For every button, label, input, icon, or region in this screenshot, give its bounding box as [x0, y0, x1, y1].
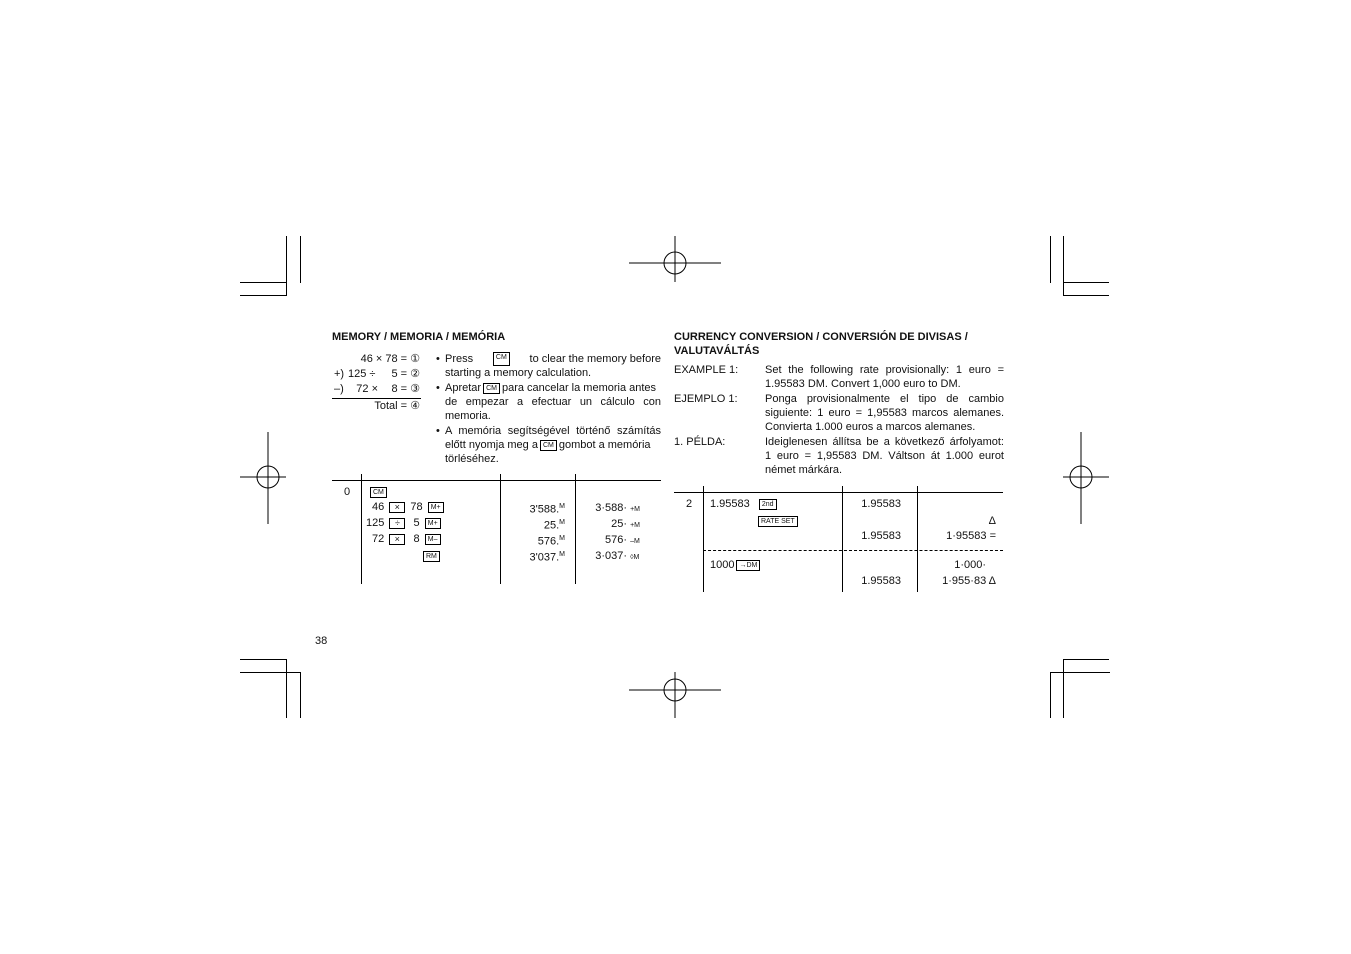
print-value: 25· +M	[611, 518, 640, 530]
display-value: 1.95583	[861, 575, 901, 587]
bullet-3-line-2	[445, 438, 661, 452]
bullet-dot: •	[436, 382, 440, 394]
example-text: 1.95583 DM. Convert 1,000 euro to DM.	[765, 378, 961, 390]
multiply-key-icon: ×	[389, 502, 405, 513]
key-number: 8	[413, 533, 420, 545]
memory-heading: MEMORY / MEMORIA / MEMÓRIA	[332, 331, 506, 343]
currency-heading: CURRENCY CONVERSION / CONVERSIÓN DE DIVISAS /	[674, 331, 968, 343]
equation-line-2-rest: 5 = ②	[391, 368, 420, 380]
bullet-text: para cancelar la memoria antes	[501, 382, 657, 394]
key-row-3	[372, 532, 443, 546]
registration-mark-bottom	[629, 672, 721, 718]
rm-key-icon: RM	[423, 551, 440, 562]
key-number: 1.95583	[710, 498, 750, 510]
bullet-2-line-3: memoria.	[445, 410, 491, 422]
display-value: 576.$^M$	[537, 535, 565, 548]
key-row-convert	[710, 558, 762, 572]
bullet-1-line-2: starting a memory calculation.	[445, 367, 592, 379]
key-row-rate-set	[756, 514, 800, 528]
example-text: Convierta 1.000 euros a marcos alemanes.	[765, 421, 976, 433]
m-plus-key-icon: M+	[425, 518, 441, 529]
bullet-3-line-3: törléséhez.	[445, 453, 499, 465]
cm-key-icon: CM	[540, 440, 557, 451]
registration-mark-left	[240, 432, 286, 524]
table-divider	[703, 550, 1003, 551]
cm-key-icon: CM	[493, 352, 510, 366]
example-text: siguiente: 1 euro = 1,95583 marcos alemanes.	[765, 407, 1004, 419]
display-value: 3'588.$^M$	[529, 503, 565, 516]
print-value: 1·95583 =	[946, 530, 996, 542]
multiply-key-icon: ×	[389, 534, 405, 545]
key-number: 78	[410, 501, 423, 513]
equation-line-2-sign: +)	[334, 368, 345, 380]
bullet-text: Apretar	[445, 382, 482, 394]
example-text: Ideiglenesen állítsa be a következő árfolyamot:	[765, 436, 1004, 448]
cm-key-icon: CM	[370, 487, 387, 498]
example-text: 1 euro = 1,95583 DM. Váltson át 1.000 eurot	[765, 450, 1004, 462]
print-value: 3·037· ◊M	[595, 550, 640, 562]
m-plus-key-icon: M+	[428, 502, 444, 513]
bullet-2-line-1	[445, 381, 661, 395]
key-row-2	[366, 516, 443, 530]
bullet-text: gombot a memória	[558, 439, 651, 451]
example-text: Set the following rate provisionally: 1 euro =	[765, 364, 1004, 376]
convert-key-icon: →DM	[736, 560, 760, 571]
bullet-text: to clear the memory before	[529, 353, 661, 365]
key-row-1	[372, 500, 446, 514]
key-number: 46	[372, 501, 385, 513]
registration-mark-top	[629, 236, 721, 282]
key-row-4	[421, 549, 442, 563]
equation-line-3-num: 72 ×	[356, 383, 378, 395]
equation-total: Total = ④	[374, 400, 420, 412]
step-number: 2	[686, 498, 693, 510]
display-value: 1.95583	[861, 498, 901, 510]
example-label: 1. PÉLDA:	[674, 436, 726, 448]
currency-heading-line-2: VALUTAVÁLTÁS	[674, 345, 760, 357]
bullet-2-line-2: de empezar a efectuar un cálculo con	[445, 396, 661, 408]
display-value: 3'037.$^M$	[529, 551, 565, 564]
print-value: 576· –M	[604, 534, 640, 546]
key-number: 125	[366, 517, 385, 529]
registration-mark-right	[1063, 432, 1109, 524]
display-value: 25.$^M$	[543, 519, 565, 532]
key-number: 72	[372, 533, 385, 545]
example-label: EXAMPLE 1:	[674, 364, 739, 376]
bullet-dot: •	[436, 425, 440, 437]
example-text: Ponga provisionalmente el tipo de cambio	[765, 393, 1004, 405]
equation-line-1: 46 × 78 = ①	[360, 353, 420, 365]
bullet-1-line-1	[445, 352, 661, 366]
print-value: Δ	[988, 515, 996, 527]
divide-key-icon: ÷	[389, 518, 405, 529]
key-number: 5	[413, 517, 420, 529]
equation-line-3-sign: –)	[334, 383, 344, 395]
display-value: 1.95583	[861, 530, 901, 542]
key-row-0	[368, 485, 389, 499]
page-number: 38	[315, 635, 328, 647]
bullet-dot: •	[436, 353, 440, 365]
cm-key-icon: CM	[483, 383, 500, 394]
equation-line-3-rest: 8 = ③	[391, 383, 420, 395]
print-value: 1·000·	[954, 559, 986, 571]
bullet-text: Press	[445, 353, 474, 365]
equation-line-2-num: 125 ÷	[348, 368, 376, 380]
second-function-key-icon: 2nd	[759, 499, 777, 510]
example-text: német márkára.	[765, 464, 843, 476]
print-value: 1·955·83 Δ	[942, 575, 996, 587]
print-value: 3·588· +M	[595, 502, 640, 514]
bullet-3-line-1: A memória segítségével történő számítás	[445, 425, 661, 437]
example-label: EJEMPLO 1:	[674, 393, 738, 405]
key-number: 1000	[710, 559, 735, 571]
step-number: 0	[344, 486, 351, 498]
key-row-rate	[710, 497, 779, 511]
m-minus-key-icon: M–	[425, 534, 441, 545]
bullet-text: előtt nyomja meg a	[445, 439, 538, 451]
rate-set-key-icon: RATE SET	[758, 516, 798, 527]
